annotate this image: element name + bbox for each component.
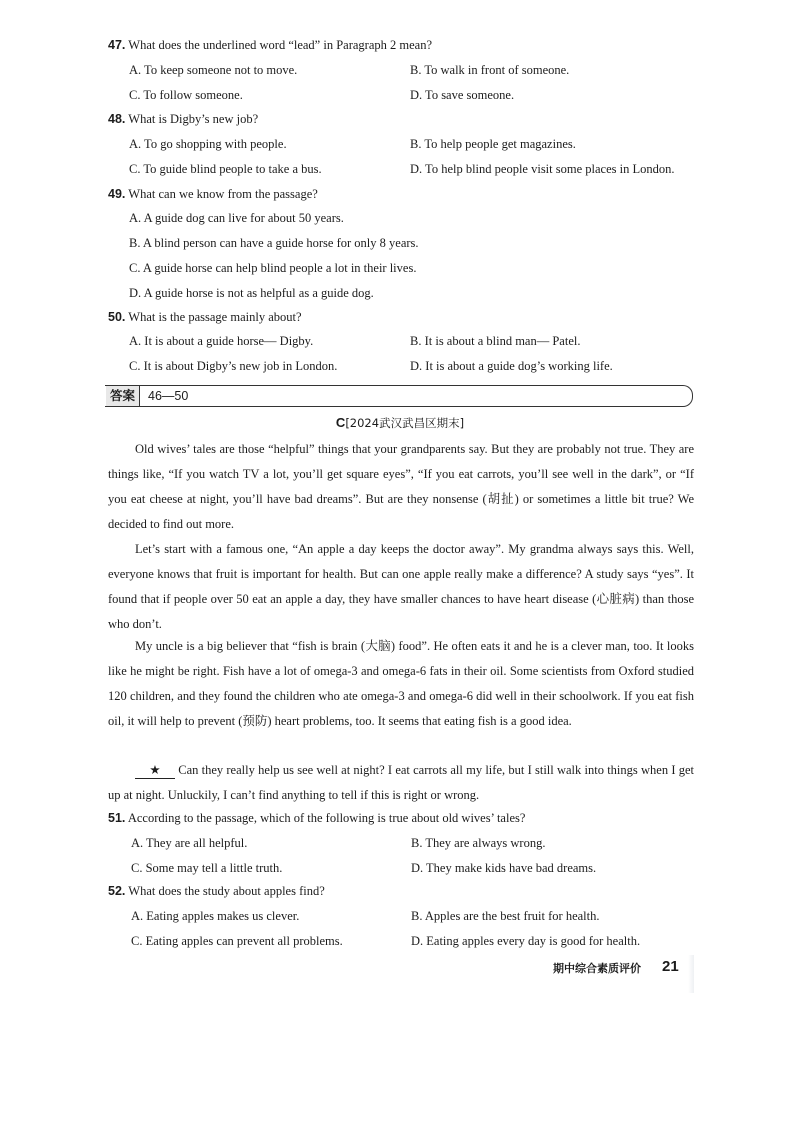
question-51 (108, 811, 525, 826)
option-51-c: C. Some may tell a little truth. (131, 861, 283, 875)
section-letter: C (335, 415, 346, 430)
question-text: What does the study about apples find? (128, 884, 325, 898)
answer-box (105, 385, 693, 407)
question-47 (108, 38, 432, 53)
question-number: 50. (108, 310, 126, 324)
option-50-a: A. It is about a guide horse— Digby. (129, 334, 314, 348)
option-49-b: B. A blind person can have a guide horse for only 8 years. (129, 236, 419, 250)
option-49-a: A. A guide dog can live for about 50 years. (129, 211, 344, 225)
option-51-a: A. They are all helpful. (131, 836, 248, 850)
footer-title: 期中综合素质评价 (553, 962, 641, 975)
answer-label: 答案 (106, 386, 140, 406)
option-48-b: B. To help people get magazines. (410, 137, 576, 151)
option-47-a: A. To keep someone not to move. (129, 63, 298, 77)
option-52-a: A. Eating apples makes us clever. (131, 909, 300, 923)
option-52-c: C. Eating apples can prevent all problems. (131, 934, 343, 948)
option-47-b: B. To walk in front of someone. (410, 63, 570, 77)
page-number: 21 (662, 958, 679, 975)
section-heading (0, 415, 800, 431)
option-51-b: B. They are always wrong. (411, 836, 546, 850)
question-number: 52. (108, 884, 126, 898)
question-number: 47. (108, 38, 126, 52)
question-text: What can we know from the passage? (128, 187, 318, 201)
option-50-d: D. It is about a guide dog’s working life. (410, 359, 613, 373)
option-51-d: D. They make kids have bad dreams. (411, 861, 597, 875)
option-50-b: B. It is about a blind man— Patel. (410, 334, 581, 348)
question-49 (108, 187, 318, 202)
option-48-a: A. To go shopping with people. (129, 137, 287, 151)
question-text: According to the passage, which of the following is true about old wives’ tales? (127, 811, 526, 825)
passage-paragraph-4 (108, 758, 694, 808)
question-number: 51. (108, 811, 126, 825)
option-47-c: C. To follow someone. (129, 88, 243, 102)
question-52 (108, 884, 325, 899)
question-50 (108, 310, 302, 325)
question-text: What is the passage mainly about? (128, 310, 302, 324)
section-source: [2024武汉武昌区期末] (345, 416, 465, 430)
paragraph-text: Can they really help us see well at night? I eat carrots all my life, but I still walk into things when I get up at night. Unluckily, I can’t find anything to tell if this is right or wrong. (108, 763, 694, 802)
option-49-d: D. A guide horse is not as helpful as a guide dog. (129, 286, 374, 300)
option-47-d: D. To save someone. (410, 88, 515, 102)
page-edge-shadow (688, 955, 694, 993)
option-48-d: D. To help blind people visit some places in London. (410, 162, 675, 176)
answer-blank: ★ (135, 763, 175, 779)
passage-paragraph-2: Let’s start with a famous one, “An apple a day keeps the doctor away”. My grandma always says this. Well, everyone knows that fruit is important for health. But can one apple really make a difference? A study says “yes”. It found that if people over 50 eat an apple a day, they have smaller chances to have heart disease (心脏病) than those who don’t. (108, 542, 694, 631)
option-52-d: D. Eating apples every day is good for health. (411, 934, 641, 948)
passage-paragraph-3: My uncle is a big believer that “fish is brain (大脑) food”. He often eats it and he is a clever man, too. It looks like he might be right. Fish have a lot of omega-3 and omega-6 fats in their oil. Some scientists from Oxford studied 120 children, and they found the children who ate omega-3 and omega-6 did well in their schoolwork. If you eat fish oil, it will help to prevent (预防) heart problems, too. It seems that eating fish is a good idea. (108, 639, 694, 728)
answer-range: 46—50 (148, 389, 189, 403)
option-52-b: B. Apples are the best fruit for health. (411, 909, 600, 923)
option-50-c: C. It is about Digby’s new job in London. (129, 359, 338, 373)
question-text: What is Digby’s new job? (128, 112, 259, 126)
option-48-c: C. To guide blind people to take a bus. (129, 162, 322, 176)
question-number: 49. (108, 187, 126, 201)
question-48 (108, 112, 258, 127)
passage-paragraph-1: Old wives’ tales are those “helpful” things that your grandparents say. But they are probably not true. They are things like, “If you watch TV a lot, you’ll get square eyes”, “If you eat carrots, you’ll see well in the dark”, or “If you eat cheese at night, you’ll have bad dreams”. But are they nonsense (胡扯) or sometimes a little bit true? We decided to find out more. (108, 442, 694, 531)
question-number: 48. (108, 112, 126, 126)
option-49-c: C. A guide horse can help blind people a lot in their lives. (129, 261, 417, 275)
question-text: What does the underlined word “lead” in Paragraph 2 mean? (128, 38, 432, 52)
